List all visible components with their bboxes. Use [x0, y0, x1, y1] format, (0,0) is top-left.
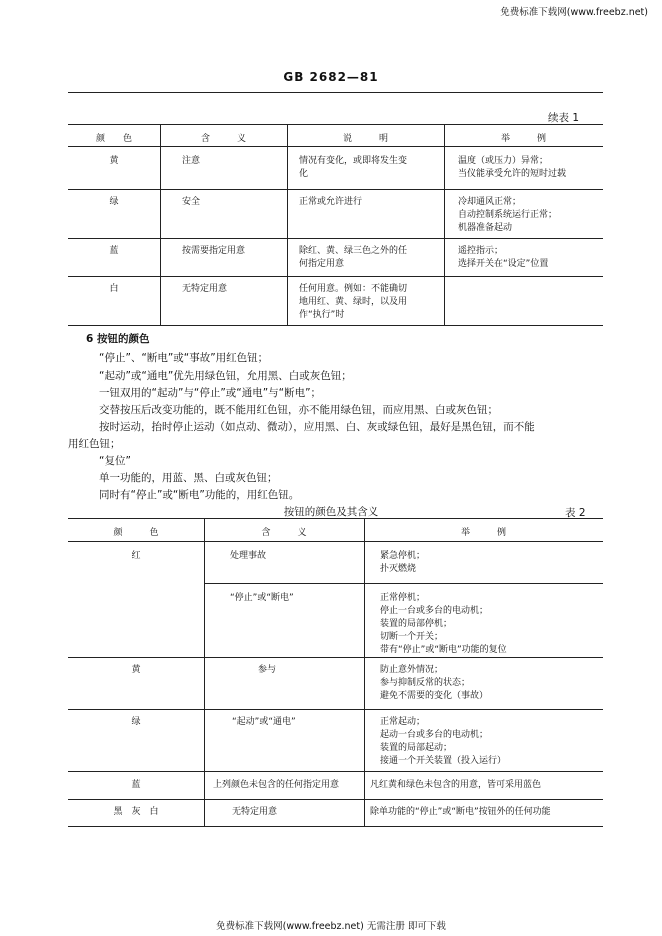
table2-row3-meaning: 参与	[258, 665, 277, 675]
table2-label: 表 2	[565, 507, 586, 519]
section-line-7: “复位”	[99, 455, 131, 467]
table1-row3-example: 遥控指示； 选择开关在“设定”位置	[458, 246, 549, 269]
table2-row6-example: 除单功能的“停止”或“断电”按钮外的任何功能	[370, 807, 551, 817]
table1-row4-meaning: 无特定用意	[182, 284, 228, 294]
table1-row3-color: 蓝	[109, 246, 119, 256]
section-line-6: 用红色钮；	[68, 438, 121, 450]
table2-header-meaning: 含 义	[261, 528, 307, 538]
table2-row4-meaning: “起动”或“通电”	[232, 717, 296, 727]
table1-row2-color: 绿	[109, 197, 119, 207]
table1-row1-color: 黄	[109, 156, 119, 166]
table1-row1-example: 温度（或压力）异常； 当仪能承受允许的短时过载	[458, 156, 567, 179]
table1-header-color: 颜 色	[95, 134, 132, 144]
table2-row5-example: 凡红黄和绿色未包含的用意，皆可采用蓝色	[370, 780, 542, 790]
table1-header-meaning: 含 义	[200, 134, 246, 144]
table2-row6-meaning: 无特定用意	[232, 807, 278, 817]
table1-row2-desc: 正常或允许进行	[299, 197, 363, 207]
table1-header-description: 说 明	[342, 134, 388, 144]
table2-row3-example: 防止意外情况； 参与抑制反常的状态； 避免不需要的变化（事故）	[380, 665, 489, 701]
table1-row2-example: 冷却通风正常； 自动控制系统运行正常； 机器准备起动	[458, 197, 558, 233]
table1-row1-meaning: 注意	[182, 156, 201, 166]
table2-row2-meaning: “停止”或“断电”	[230, 593, 294, 603]
table2-row1-color: 红	[131, 551, 141, 561]
table2-row4-color: 绿	[131, 717, 141, 727]
table2-header-color: 颜 色	[113, 528, 159, 538]
table1-row3-desc: 除红、黄、绿三色之外的任 何指定用意	[299, 246, 408, 269]
table1-row2-meaning: 安全	[182, 197, 201, 207]
section-line-5: 按时运动，抬时停止运动（如点动、微动），应用黑、白、灰或绿色钮，最好是黑色钮，而不能	[99, 421, 535, 433]
section-line-8: 单一功能的，用蓝、黑、白或灰色钮；	[99, 472, 278, 484]
table1-row4-desc: 任何用意。例如：不能确切 地用红、黄、绿时，以及用 作“执行”时	[299, 284, 408, 320]
table2-row4-example: 正常起动； 起动一台或多台的电动机； 装置的局部起动； 接通一个开关装置（投入运行）	[380, 717, 507, 766]
table2-row3-color: 黄	[131, 665, 141, 675]
table2-row1-meaning: 处理事故	[230, 551, 267, 561]
table1-header-example: 举 例	[500, 134, 546, 144]
table1-row1-desc: 情况有变化，或即将发生变 化	[299, 156, 408, 179]
table2-caption: 按钮的颜色及其含义	[283, 506, 379, 518]
section-line-2: “起动”或“通电”优先用绿色钮，允用黑、白或灰色钮；	[99, 370, 352, 382]
table2-row1-example: 紧急停机； 扑灭燃烧	[380, 551, 426, 574]
section-line-4: 交替按压后改变功能的，既不能用红色钮，亦不能用绿色钮，而应用黑、白或灰色钮；	[99, 404, 498, 416]
table2-header-example: 举 例	[460, 528, 506, 538]
site-footer: 免费标准下载网(www.freebz.net) 无需注册 即可下载	[216, 921, 446, 932]
table2-row5-meaning: 上列颜色未包含的任何指定用意	[213, 780, 340, 790]
standard-number: GB 2682—81	[283, 70, 379, 84]
table1-row3-meaning: 按需要指定用意	[182, 246, 246, 256]
table1-row4-color: 白	[109, 284, 119, 294]
table1-continued-label: 续表 1	[548, 112, 580, 124]
header-rule	[68, 92, 603, 93]
table2-row5-color: 蓝	[131, 780, 141, 790]
section-title: 6 按钮的颜色	[86, 333, 150, 345]
table2-row2-example: 正常停机； 停止一台或多台的电动机； 装置的局部停机； 切断一个开关； 带有“停止”或“断电”功能的复位	[380, 593, 507, 655]
section-line-3: 一钮双用的“起动”与“停止”或“通电”与“断电”；	[99, 387, 322, 399]
site-header: 免费标准下载网(www.freebz.net)	[500, 7, 648, 18]
section-line-1: “停止”、“断电”或“事故”用红色钮；	[99, 352, 269, 364]
table2-row6-color: 黑 灰 白	[113, 807, 159, 817]
section-line-9: 同时有“停止”或“断电”功能的，用红色钮。	[99, 489, 300, 501]
